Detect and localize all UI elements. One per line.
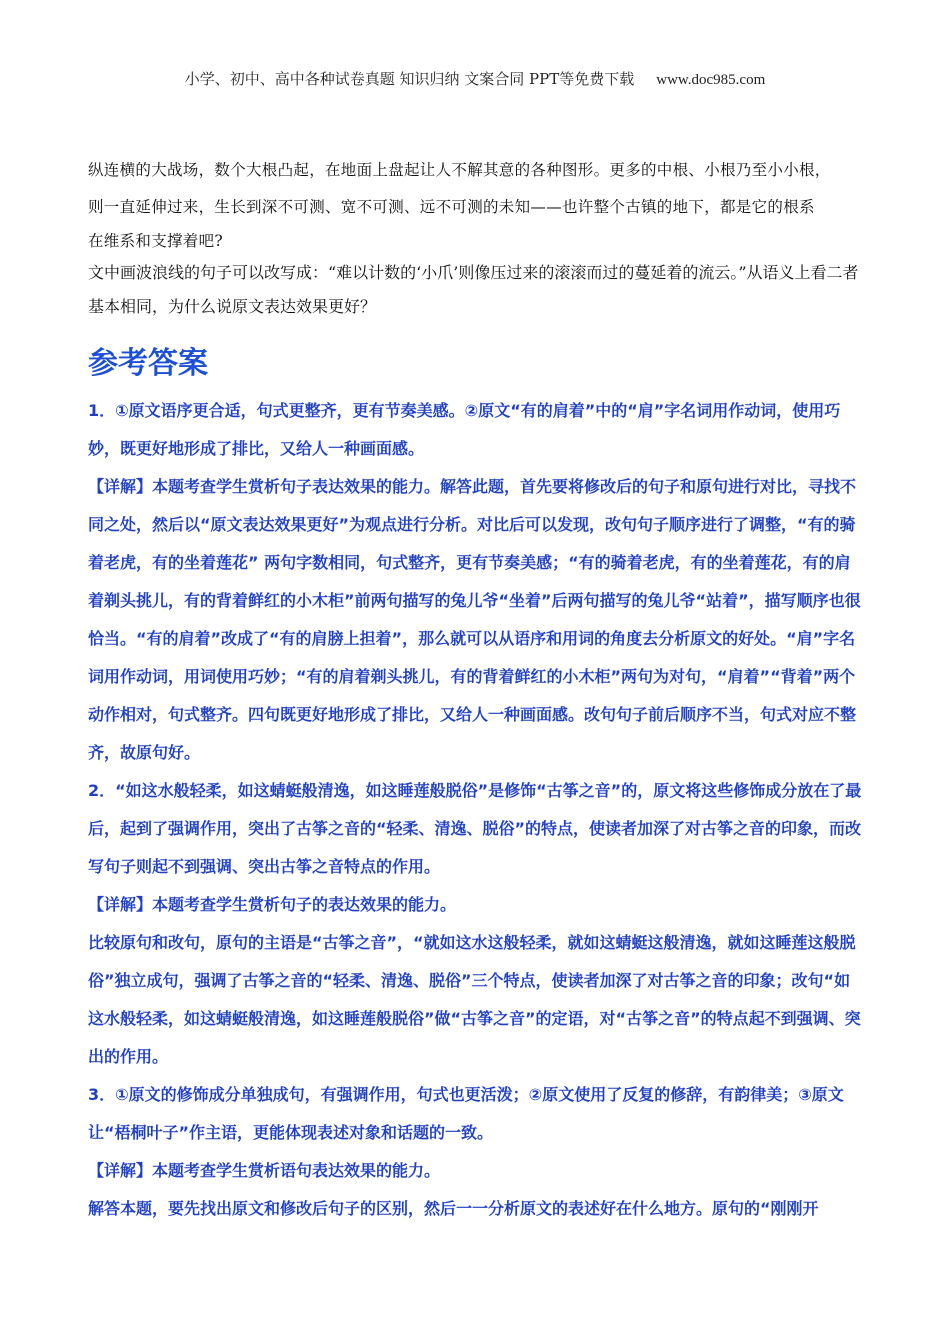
- answer-3-detail: 解答本题，要先找出原文和修改后句子的区别，然后一一分析原文的表述好在什么地方。原句的“刚刚开: [88, 1199, 819, 1218]
- answer-2: 2．“如这水般轻柔，如这蜻蜓般清逸，如这睡莲般脱俗”是修饰“古筝之音”的，原文将这些修饰成分放在了最后，起到了强调作用，突出了古筝之音的“轻柔、清逸、脱俗”的特点，使读者加深了对古筝之音的印象，而改写句子则起不到强调、突出古筝之音特点的作用。: [88, 781, 862, 876]
- header-text: 小学、初中、高中各种试卷真题 知识归纳 文案合同 PPT等免费下载: [184, 70, 635, 88]
- answer-1-detail: 【详解】本题考查学生赏析句子表达效果的能力。解答此题，首先要将修改后的句子和原句进行对比，寻找不同之处，然后以“原文表达效果更好”为观点进行分析。对比后可以发现，改句句子顺序进行了调整，“有的骑着老虎，有的坐着莲花” 两句字数相同，句式整齐，更有节奏美感；“有的骑着老虎，有的坐着莲花，有的肩着剃头挑儿，有的背着鲜红的小木柜”前两句描写的兔儿爷“坐着”后两句描写的兔儿爷“站着”，描写顺序也很恰当。“有的肩着”改成了“有的肩膀上担着”，那么就可以从语序和用词的角度去分析原文的好处。“肩”字名词用作动词，用词使用巧妙；“有的肩着剃头挑儿，有的背着鲜红的小木柜”两句为对句，“肩着”“背着”两个动作相对，句式整齐。四句既更好地形成了排比，又给人一种画面感。改句句子前后顺序不当，句式对应不整齐，故原句好。: [88, 477, 861, 762]
- answer-block: [88, 392, 863, 1228]
- header-url[interactable]: www.doc985.com: [656, 72, 766, 88]
- passage-line: 在维系和支撑着吧?: [88, 232, 224, 250]
- answer-3: 3．①原文的修饰成分单独成句，有强调作用，句式也更活泼；②原文使用了反复的修辞，有韵律美；③原文让“梧桐叶子”作主语，更能体现表述对象和话题的一致。: [88, 1085, 844, 1142]
- section-title: 参考答案: [88, 346, 208, 381]
- page-content: [88, 152, 863, 1228]
- answer-1: 1．①原文语序更合适，句式更整齐，更有节奏美感。②原文“有的肩着”中的“肩”字名词用作动词，使用巧妙，既更好地形成了排比，又给人一种画面感。: [88, 401, 841, 458]
- page-header: [0, 68, 950, 89]
- answer-3-detail-tag: 【详解】本题考查学生赏析语句表达效果的能力。: [88, 1161, 441, 1180]
- passage-line: 纵连横的大战场，数个大根凸起，在地面上盘起让人不解其意的各种图形。更多的中根、小根乃至小小根，: [88, 161, 831, 179]
- answer-2-detail: 比较原句和改句，原句的主语是“古筝之音”，“就如这水这般轻柔，就如这蜻蜓这般清逸，就如这睡莲这般脱俗”独立成句，强调了古筝之音的“轻柔、清逸、脱俗”三个特点，使读者加深了对古筝之音的印象；改句“如这水般轻柔，如这蜻蜓般清逸，如这睡莲般脱俗”做“古筝之音”的定语，对“古筝之音”的特点起不到强调、突出的作用。: [88, 933, 861, 1066]
- question-text: 文中画波浪线的句子可以改写成：“难以计数的‘小爪’则像压过来的滚滚而过的蔓延着的流云。”从语义上看二者基本相同，为什么说原文表达效果更好？: [88, 263, 859, 316]
- answer-2-detail-tag: 【详解】本题考查学生赏析句子的表达效果的能力。: [88, 895, 457, 914]
- passage-line: 则一直延伸过来，生长到深不可测、宽不可测、远不可测的未知——也许整个古镇的地下，都是它的根系: [88, 198, 815, 216]
